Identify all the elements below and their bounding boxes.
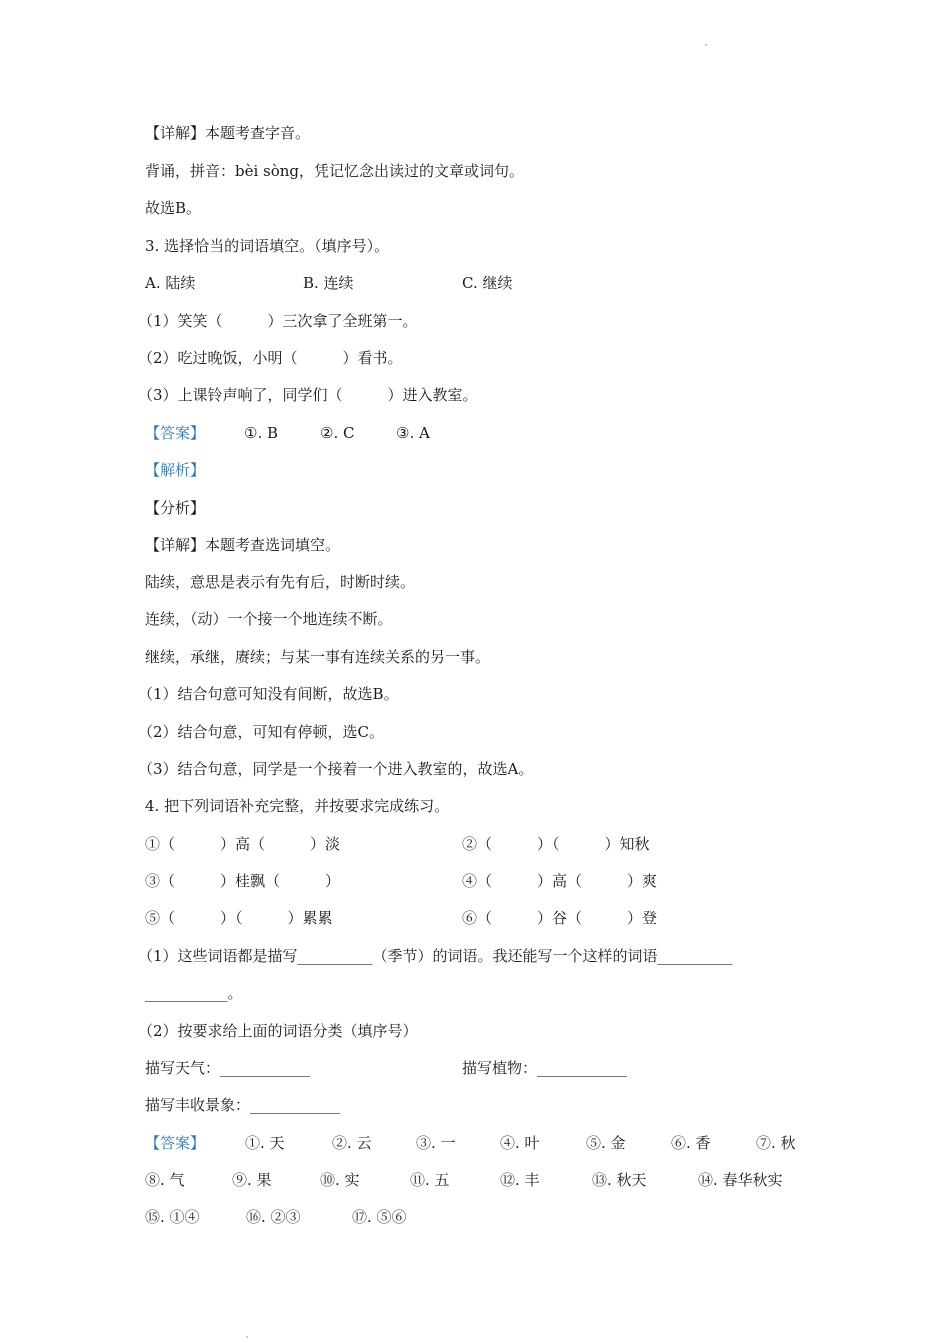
- q4-sub2: （2）按要求给上面的词语分类（填序号）: [138, 1022, 418, 1040]
- q4-idiom: ④（ ）高（ ）爽: [462, 872, 658, 890]
- scan-dot: [705, 44, 707, 46]
- q4-title: 4. 把下列词语补充完整，并按要求完成练习。: [145, 797, 450, 815]
- q3-fenxi: 【分析】: [145, 499, 206, 517]
- q3-answer: ②. C: [320, 424, 355, 442]
- q4-idiom: ①（ ）高（ ）淡: [145, 835, 341, 853]
- q4-answer: ⑧. 气: [145, 1171, 185, 1189]
- q3-option-a: A. 陆续: [145, 274, 196, 292]
- q3-item: （2）吃过晚饭，小明（ ）看书。: [138, 349, 403, 367]
- q3-answer: ①. B: [244, 424, 279, 442]
- q3-analysis-label: 【解析】: [145, 461, 206, 479]
- q3-title: 3. 选择恰当的词语填空。（填序号）。: [145, 237, 390, 255]
- q3-explanation: （3）结合句意，同学是一个接着一个进入教室的，故选A。: [138, 760, 534, 778]
- q4-answer: ⑩. 实: [320, 1171, 360, 1189]
- q4-answer: ⑦. 秋: [756, 1134, 796, 1152]
- pinyin-explanation: 背诵，拼音：bèi sòng，凭记忆念出读过的文章或词句。: [145, 162, 525, 180]
- q4-weather: 描写天气：____________: [145, 1059, 311, 1077]
- q4-answer: ⑯. ②③: [246, 1208, 301, 1226]
- q4-answer: ⑭. 春华秋实: [698, 1171, 783, 1189]
- q3-explanation: 继续，承继，赓续；与某一事有连续关系的另一事。: [145, 648, 491, 666]
- q4-harvest: 描写丰收景象：____________: [145, 1096, 341, 1114]
- q4-answer-label: 【答案】: [145, 1134, 206, 1152]
- q4-answer: ①. 天: [245, 1134, 285, 1152]
- q4-idiom: ⑥（ ）谷（ ）登: [462, 909, 658, 927]
- q4-answer: ⑪. 五: [410, 1171, 450, 1189]
- q4-answer: ⑫. 丰: [500, 1171, 540, 1189]
- q3-item: （1）笑笑（ ）三次拿了全班第一。: [138, 312, 418, 330]
- q3-item: （3）上课铃声响了，同学们（ ）进入教室。: [138, 386, 478, 404]
- q4-answer: ⑨. 果: [232, 1171, 272, 1189]
- q4-sub1-line1: （1）这些词语都是描写__________（季节）的词语。我还能写一个这样的词语__________: [138, 947, 733, 965]
- q4-answer: ③. 一: [416, 1134, 456, 1152]
- scan-dot: [246, 1336, 248, 1338]
- q3-explanation: 陆续，意思是表示有先有后，时断时续。: [145, 573, 416, 591]
- q3-option-c: C. 继续: [462, 274, 513, 292]
- q4-answer: ⑰. ⑤⑥: [352, 1208, 407, 1226]
- q4-plants: 描写植物：____________: [462, 1059, 628, 1077]
- q4-answer: ⑥. 香: [671, 1134, 711, 1152]
- q3-explanation: 连续，（动）一个接一个地连续不断。: [145, 610, 393, 628]
- q3-answer: ③. A: [396, 424, 430, 442]
- q4-answer: ⑮. ①④: [145, 1208, 200, 1226]
- q4-idiom: ③（ ）桂飘（ ）: [145, 872, 341, 890]
- q4-answer: ②. 云: [332, 1134, 372, 1152]
- q4-answer: ⑬. 秋天: [592, 1171, 647, 1189]
- q4-idiom: ②（ ）（ ）知秋: [462, 835, 650, 853]
- q3-answer-label: 【答案】: [145, 424, 206, 442]
- q4-idiom: ⑤（ ）（ ）累累: [145, 909, 333, 927]
- q3-detail: 【详解】本题考查选词填空。: [145, 536, 341, 554]
- detail-heading: 【详解】本题考查字音。: [145, 124, 311, 142]
- q3-explanation: （2）结合句意，可知有停顿，选C。: [138, 723, 385, 741]
- q4-answer: ⑤. 金: [586, 1134, 626, 1152]
- q3-explanation: （1）结合句意可知没有间断，故选B。: [138, 685, 399, 703]
- q4-answer: ④. 叶: [500, 1134, 540, 1152]
- conclusion: 故选B。: [145, 199, 202, 217]
- q3-option-b: B. 连续: [303, 274, 354, 292]
- q4-sub1-line2: ___________。: [145, 984, 243, 1002]
